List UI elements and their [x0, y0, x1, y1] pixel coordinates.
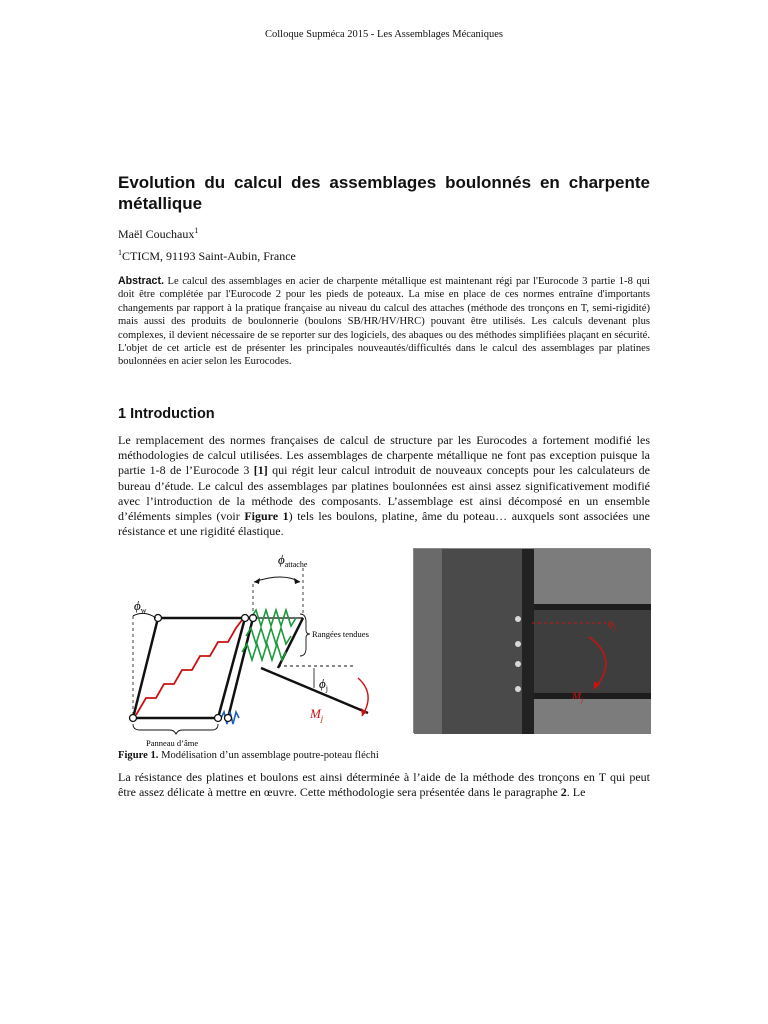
figure-link[interactable]: Figure 1 — [244, 509, 289, 524]
shear-staircase — [136, 620, 242, 715]
affiliation-line — [118, 248, 296, 264]
abstract — [118, 275, 650, 369]
author-line — [118, 226, 198, 242]
phi-j-label: $\phi_j$ — [319, 676, 328, 693]
caption-text: Modélisation d’un assemblage poutre-poteau fléchi — [158, 750, 379, 761]
running-header: Colloque Supméca 2015 - Les Assemblages Mécaniques — [265, 29, 503, 40]
panel-label: Panneau d’âme — [146, 738, 199, 748]
text-run: ) tels les boulons, platine, âme du poteau… auxquels sont associées une résistance et une rigidité élastique. — [118, 509, 650, 539]
figure-caption — [118, 750, 379, 761]
joint-model-diagram — [118, 548, 388, 748]
text-run: . Le — [566, 785, 586, 800]
phi-attache-arc — [254, 577, 300, 582]
photo-moment-label: $M_j$ — [572, 690, 584, 704]
abstract-label: Abstract. — [118, 275, 164, 287]
rows-label: Rangées tendues — [312, 629, 369, 639]
photo-overlay — [414, 549, 651, 734]
caption-label: Figure 1. — [118, 750, 159, 761]
text-run: Le remplacement des normes françaises de calcul de structure par les Eurocodes a fortement modifié les méthodologies de calcul utilisées. Les assemblages de charpente métallique ne font pas exception puisque la partie 1-8 de l’Eurocode 3 — [118, 433, 650, 478]
moment-label: $M_j$ — [310, 706, 324, 723]
affiliation: CTICM, 91193 Saint-Aubin, France — [122, 249, 296, 263]
paper-title: Evolution du calcul des assemblages boulonnés en charpente métallique — [118, 173, 650, 213]
intro-paragraph-1 — [118, 433, 650, 539]
photo-phi-label: $\phi_j$ — [608, 618, 616, 632]
test-photo — [413, 548, 650, 733]
affiliation-superscript: 1 — [118, 248, 122, 257]
text-run: La résistance des platines et boulons est ainsi déterminée à l’aide de la méthode des tronçons en T qui peut être assez délicate à mettre en œuvre. Cette méthodologie sera présentée dans le paragraphe — [118, 770, 650, 800]
phi-w-label: $\phi_w$ — [134, 598, 147, 615]
section-link[interactable]: 2 — [560, 785, 567, 800]
author-name: Maël Couchaux — [118, 227, 195, 241]
intro-paragraph-2 — [118, 770, 650, 800]
panel-brace — [133, 724, 218, 734]
text-run: qui régit leur calcul introduit de nouveaux concepts pour les calculateurs de bureau d’étude. Le calcul des assemblages par platines boulonnées est ainsi assez significativement modifié avec l’introduction de la méthode des composants. L’assemblage est ainsi décomposé en un ensemble d’éléments simples (voir — [118, 463, 650, 524]
author-superscript: 1 — [194, 226, 199, 235]
web-panel — [133, 618, 303, 718]
phi-attache-label: $\phi_{attache}$ — [278, 552, 308, 569]
citation-link[interactable]: [1] — [253, 463, 268, 478]
section-title: 1 Introduction — [118, 406, 215, 422]
abstract-text: Le calcul des assemblages en acier de charpente métallique est maintenant régi par l'Eurocode 3 partie 1-8 qui doit être complétée par l'Eurocode 2 pour les pieds de poteaux. La mise en place de ces normes entraîne d'importants changements par rapport à la pratique française au niveau du calcul des attaches (méthode des tronçons en T, semi-rigidité) mais aussi des produits de boulonnerie (boulons SB/HR/HV/HRC) pouvant être utilisés. Les calculs devenant plus complexes, il devient nécessaire de se reporter sur des logiciels, des abaques ou des méthodes simplifiées plaçant en sécurité. L'objet de cet article est de présenter les principales nouveautés/difficultés dans le calcul des assemblages par platines boulonnées en acier selon les Eurocodes. — [118, 276, 650, 368]
